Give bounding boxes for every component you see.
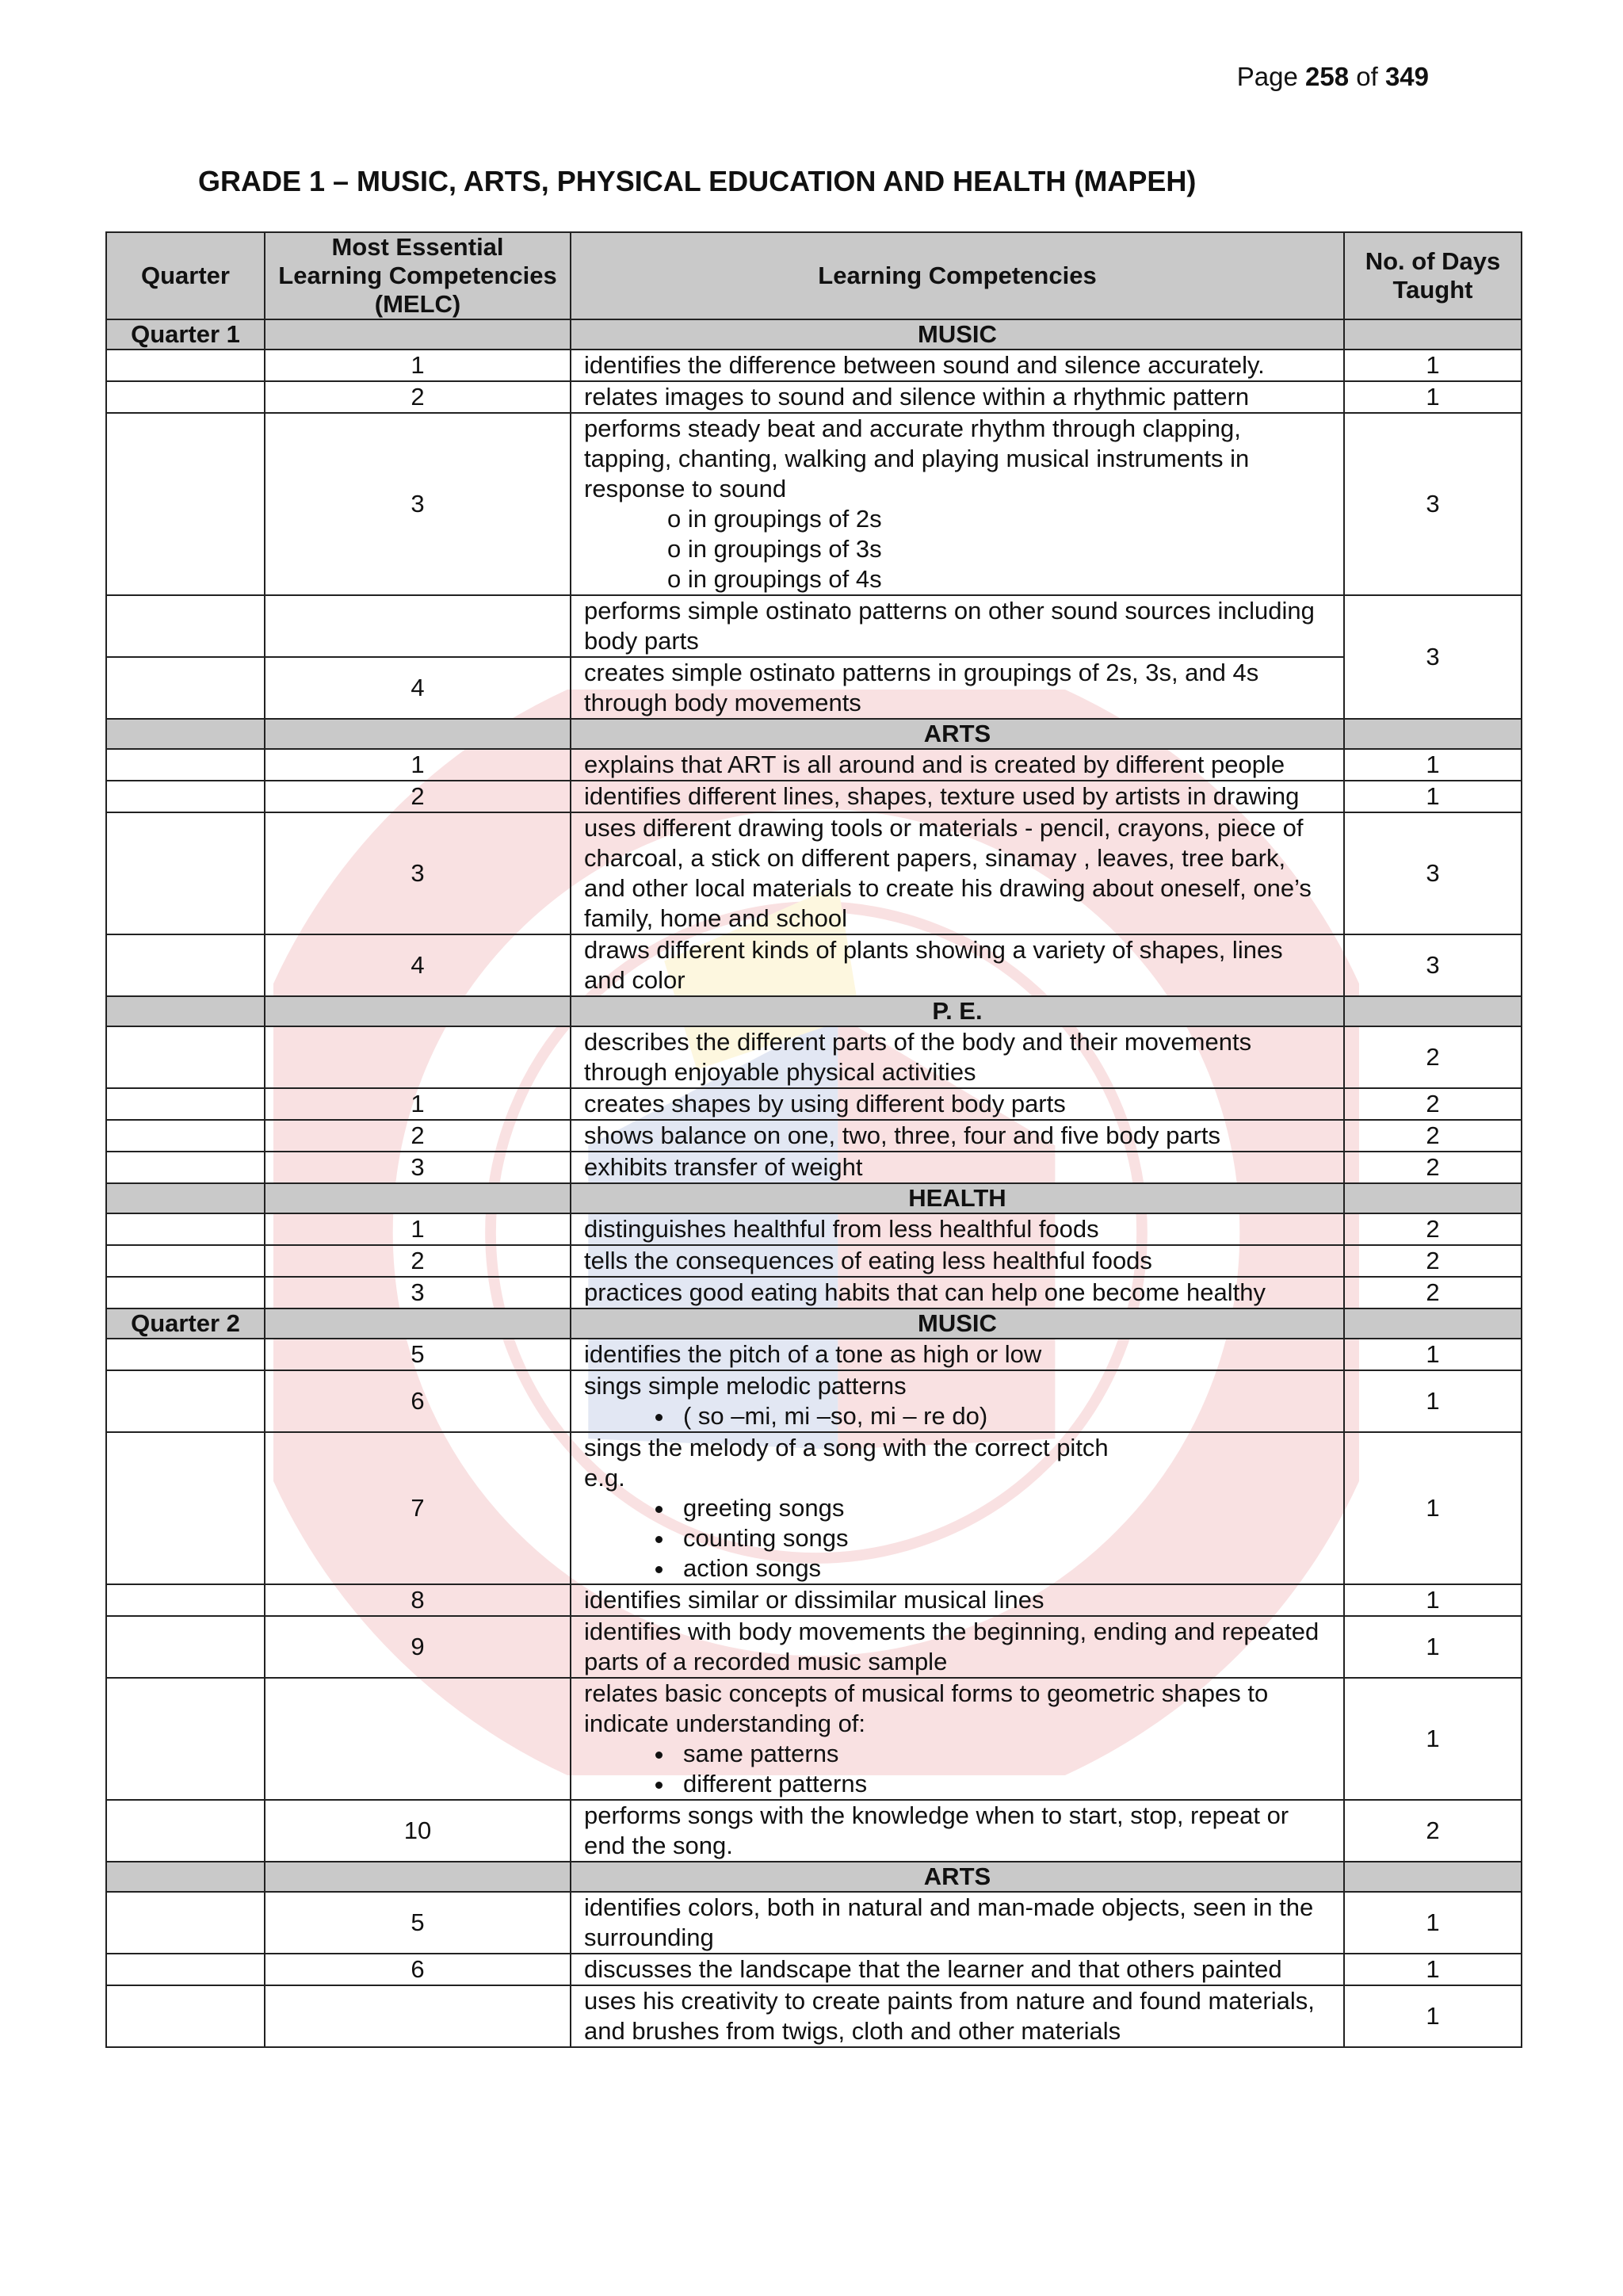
melc-number: 8: [265, 1584, 571, 1616]
table-row: [106, 781, 1522, 812]
section-row: [106, 1183, 1522, 1213]
section-row: [106, 1308, 1522, 1339]
melc-number: 2: [265, 781, 571, 812]
subject-heading: MUSIC: [571, 1308, 1344, 1339]
competency-text: identifies similar or dissimilar musical lines: [571, 1584, 1344, 1616]
table-row: [106, 1120, 1522, 1152]
competency-text: relates images to sound and silence within a rhythmic pattern: [571, 381, 1344, 413]
subject-heading: ARTS: [571, 719, 1344, 749]
competency-text: uses his creativity to create paints from nature and found materials, and brushes from twigs, cloth and other materials: [571, 1985, 1344, 2047]
table-row: [106, 749, 1522, 781]
competency-text: performs songs with the knowledge when to start, stop, repeat or end the song.: [571, 1800, 1344, 1862]
sub-item: o in groupings of 4s: [667, 565, 882, 593]
melc-number: 4: [265, 657, 571, 719]
header-days-taught: No. of Days Taught: [1344, 232, 1522, 319]
competency-text: shows balance on one, two, three, four and five body parts: [571, 1120, 1344, 1152]
table-row: [106, 1213, 1522, 1245]
table-row: [106, 1245, 1522, 1277]
competency-text: practices good eating habits that can help one become healthy: [571, 1277, 1344, 1308]
bullet-item: • ( so –mi, mi –so, mi – re do): [675, 1401, 1331, 1431]
days-value: 3: [1344, 934, 1522, 996]
melc-number: 5: [265, 1892, 571, 1954]
table-row: [106, 1616, 1522, 1678]
table-row: [106, 1432, 1522, 1584]
competency-cell: [571, 1432, 1344, 1584]
header-melc: Most Essential Learning Competencies (MELC): [265, 232, 571, 319]
bullet-item: • counting songs: [675, 1523, 1331, 1553]
melc-number: 1: [265, 749, 571, 781]
melc-number: 1: [265, 1088, 571, 1120]
days-value: 2: [1344, 1026, 1522, 1088]
table-header-row: [106, 232, 1522, 319]
example-label: e.g.: [584, 1464, 625, 1492]
melc-number: 7: [265, 1432, 571, 1584]
section-row: [106, 719, 1522, 749]
days-value: 2: [1344, 1213, 1522, 1245]
section-row: [106, 1862, 1522, 1892]
days-value: 2: [1344, 1245, 1522, 1277]
competency-cell: [571, 1370, 1344, 1432]
days-value: 1: [1344, 1584, 1522, 1616]
subject-heading: HEALTH: [571, 1183, 1344, 1213]
melc-number: 2: [265, 1245, 571, 1277]
subject-heading: P. E.: [571, 996, 1344, 1026]
page-prefix: Page: [1236, 62, 1298, 91]
table-row: [106, 595, 1522, 657]
page-current: 258: [1305, 62, 1350, 91]
header-quarter: Quarter: [106, 232, 265, 319]
section-row: [106, 319, 1522, 350]
table-row: [106, 1339, 1522, 1370]
table-row: [106, 381, 1522, 413]
days-value: 1: [1344, 1985, 1522, 2047]
melc-number: 1: [265, 1213, 571, 1245]
competency-text: creates simple ostinato patterns in groupings of 2s, 3s, and 4s through body movements: [571, 657, 1344, 719]
melc-number: 3: [265, 413, 571, 595]
competency-text: performs simple ostinato patterns on other sound sources including body parts: [571, 595, 1344, 657]
table-row: [106, 1277, 1522, 1308]
competency-text: uses different drawing tools or materials - pencil, crayons, piece of charcoal, a stick on different papers, sinamay , leaves, tree bark, and other local materials to create his drawing about oneself, one’s family, home and school: [571, 812, 1344, 934]
document-title: GRADE 1 – MUSIC, ARTS, PHYSICAL EDUCATION AND HEALTH (MAPEH): [198, 165, 1197, 197]
melc-number: 1: [265, 350, 571, 381]
table-row: [106, 1678, 1522, 1800]
bullet-list: [584, 1401, 1331, 1431]
competency-text: identifies with body movements the beginning, ending and repeated parts of a recorded music sample: [571, 1616, 1344, 1678]
days-value: 1: [1344, 781, 1522, 812]
competency-text: identifies colors, both in natural and man-made objects, seen in the surrounding: [571, 1892, 1344, 1954]
table-row: [106, 1584, 1522, 1616]
competency-text: identifies different lines, shapes, texture used by artists in drawing: [571, 781, 1344, 812]
table-row: [106, 413, 1522, 595]
competency-text: explains that ART is all around and is created by different people: [571, 749, 1344, 781]
table-row: [106, 350, 1522, 381]
melc-number: 3: [265, 1152, 571, 1183]
page-of: of: [1356, 62, 1378, 91]
competency-text: exhibits transfer of weight: [571, 1152, 1344, 1183]
days-value: 3: [1344, 812, 1522, 934]
table-row: [106, 934, 1522, 996]
competency-cell: [571, 1678, 1344, 1800]
table-row: [106, 1370, 1522, 1432]
days-value: 1: [1344, 1954, 1522, 1985]
melc-number: 6: [265, 1370, 571, 1432]
table-row: [106, 1800, 1522, 1862]
melc-number: 6: [265, 1954, 571, 1985]
competency-text: tells the consequences of eating less healthful foods: [571, 1245, 1344, 1277]
competency-text: distinguishes healthful from less healthful foods: [571, 1213, 1344, 1245]
competency-text: sings simple melodic patterns: [584, 1372, 907, 1400]
melc-number: 2: [265, 1120, 571, 1152]
competency-text: draws different kinds of plants showing a variety of shapes, lines and color: [571, 934, 1344, 996]
table-row: [106, 1088, 1522, 1120]
days-value: 1: [1344, 1678, 1522, 1800]
competency-text: describes the different parts of the body and their movements through enjoyable physical activities: [571, 1026, 1344, 1088]
table-row: [106, 1954, 1522, 1985]
melc-number: 2: [265, 381, 571, 413]
days-value: 1: [1344, 1370, 1522, 1432]
page-total: 349: [1384, 62, 1429, 91]
table-row: [106, 812, 1522, 934]
melc-number: 5: [265, 1339, 571, 1370]
bullet-item: • same patterns: [675, 1739, 1331, 1769]
header-learning-competencies: Learning Competencies: [571, 232, 1344, 319]
melc-number: 3: [265, 1277, 571, 1308]
table-row: [106, 1985, 1522, 2047]
days-value: 1: [1344, 350, 1522, 381]
section-row: [106, 996, 1522, 1026]
days-value: 2: [1344, 1152, 1522, 1183]
bullet-list: [584, 1739, 1331, 1799]
competency-text: sings the melody of a song with the correct pitch: [584, 1434, 1109, 1461]
table-row: [106, 1892, 1522, 1954]
table-row: [106, 1026, 1522, 1088]
days-value: 1: [1344, 1432, 1522, 1584]
days-value: 2: [1344, 1088, 1522, 1120]
days-value: 1: [1344, 1339, 1522, 1370]
subject-heading: MUSIC: [571, 319, 1344, 350]
days-value: 1: [1344, 1892, 1522, 1954]
bullet-item: • action songs: [675, 1553, 1331, 1584]
days-value: 2: [1344, 1277, 1522, 1308]
bullet-item: • greeting songs: [675, 1493, 1331, 1523]
competency-text: identifies the pitch of a tone as high or low: [571, 1339, 1344, 1370]
table-row: [106, 1152, 1522, 1183]
table-row: [106, 657, 1522, 719]
bullet-item: • different patterns: [675, 1769, 1331, 1799]
melc-number: 4: [265, 934, 571, 996]
days-value: 3: [1344, 595, 1522, 719]
quarter-label: Quarter 2: [106, 1308, 265, 1339]
sub-item: o in groupings of 3s: [667, 535, 882, 563]
melc-table: [105, 231, 1522, 2048]
page-number: [1237, 62, 1429, 92]
quarter-label: Quarter 1: [106, 319, 265, 350]
subject-heading: ARTS: [571, 1862, 1344, 1892]
days-value: 3: [1344, 413, 1522, 595]
competency-text: creates shapes by using different body parts: [571, 1088, 1344, 1120]
melc-number: 10: [265, 1800, 571, 1862]
days-value: 2: [1344, 1120, 1522, 1152]
days-value: 1: [1344, 381, 1522, 413]
days-value: 1: [1344, 749, 1522, 781]
melc-number: 9: [265, 1616, 571, 1678]
competency-text: performs steady beat and accurate rhythm through clapping, tapping, chanting, walking and playing musical instruments in response to sound: [584, 415, 1250, 502]
bullet-list: [584, 1493, 1331, 1584]
days-value: 2: [1344, 1800, 1522, 1862]
sub-item: o in groupings of 2s: [667, 505, 882, 533]
days-value: 1: [1344, 1616, 1522, 1678]
competency-text: discusses the landscape that the learner and that others painted: [571, 1954, 1344, 1985]
competency-cell: [571, 413, 1344, 595]
melc-number: 3: [265, 812, 571, 934]
competency-text: identifies the difference between sound and silence accurately.: [571, 350, 1344, 381]
competency-text: relates basic concepts of musical forms to geometric shapes to indicate understanding of:: [584, 1679, 1269, 1737]
